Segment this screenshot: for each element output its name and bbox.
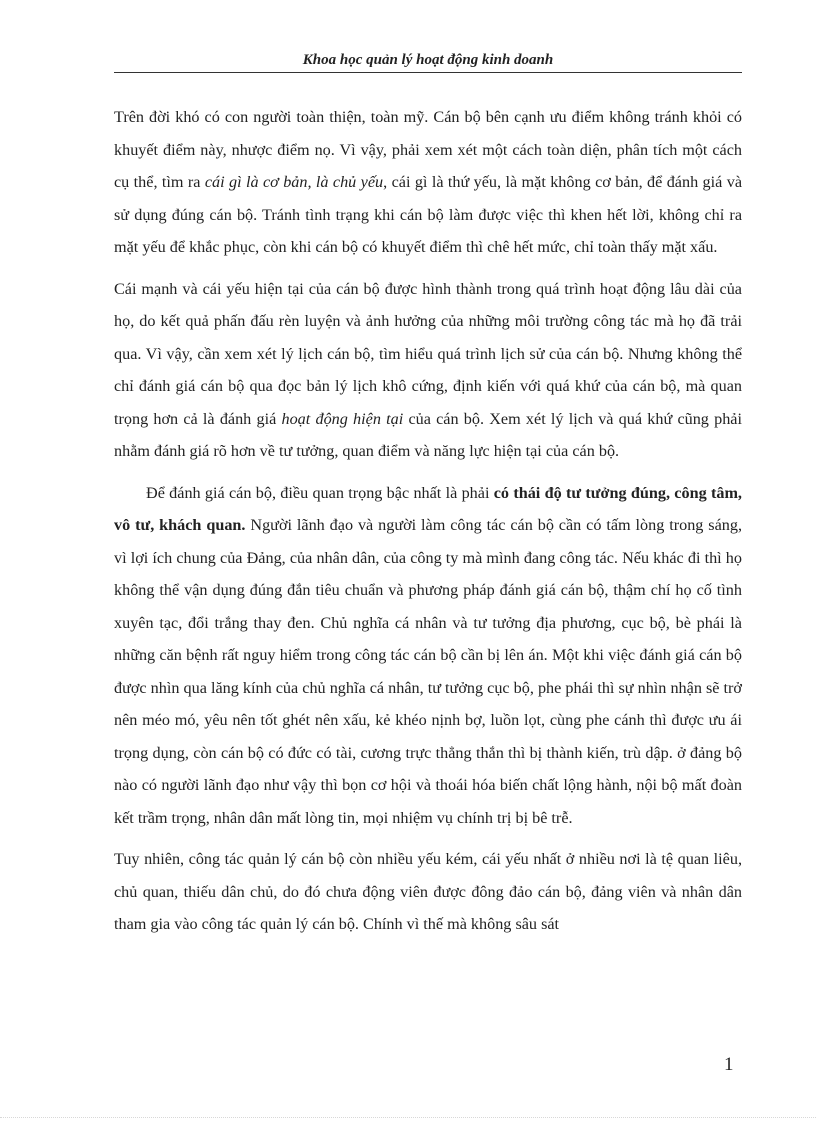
paragraph-4 — [114, 843, 742, 941]
paragraph-1-text-end: , cái gì là thứ yếu, là mặt không cơ bản, để đánh giá và sử dụng đúng cán bộ. Tránh tình trạng khi cán bộ làm được việc thì khen hết lời, không chỉ ra mặt yếu để khắc phục, còn khi cán bộ có khuyết điểm thì chê hết mức, chỉ toàn thấy mặt xấu. — [114, 173, 743, 256]
paragraph-2-text-start: Cái mạnh và cái yếu hiện tại của cán bộ được hình thành trong quá trình hoạt động lâu dài của họ, do kết quả phấn đấu rèn luyện và ảnh hưởng của những môi trường công tác mà họ đã trải qua. Vì vậy, cần xem xét lý lịch cán bộ, tìm hiểu quá trình lịch sử của cán bộ. Nhưng không thể chỉ đánh giá cán bộ qua đọc bản lý lịch khô cứng, định kiến với quá khứ của cán bộ, mà quan trọng hơn cả là đánh giá — [114, 279, 742, 428]
paragraph-2 — [114, 273, 742, 468]
paragraph-2-italic-phrase: hoạt động hiện tại — [281, 409, 404, 428]
paragraph-2-text-end: của cán bộ. Xem xét lý lịch và quá khứ cũng phải nhằm đánh giá rõ hơn về tư tưởng, quan điểm và năng lực hiện tại của cán bộ. — [114, 409, 742, 460]
paragraph-4-text: Tuy nhiên, công tác quản lý cán bộ còn nhiều yếu kém, cái yếu nhất ở nhiều nơi là tệ quan liêu, chủ quan, thiếu dân chủ, do đó chưa động viên được đông đảo cán bộ, đảng viên và nhân dân tham gia vào công tác quản lý cán bộ. Chính vì thế mà không sâu sát — [114, 850, 742, 933]
paragraph-1-italic-phrase: cái gì là cơ bản, là chủ yếu — [204, 173, 384, 191]
header-divider — [114, 72, 742, 73]
page-header: Khoa học quản lý hoạt động kinh doanh — [302, 52, 554, 68]
page-number: 1 — [724, 1054, 734, 1075]
paragraph-1-text-start: Trên đời khó có con người toàn thiện, toàn mỹ. Cán bộ bên cạnh ưu điểm không tránh khỏi có khuyết điểm này, nhược điểm nọ. Vì vậy, phải xem xét một cách toàn diện, phân tích một cách cụ thể, tìm ra — [114, 108, 742, 191]
paragraph-3-bold-phrase: có thái độ tư tưởng đúng, công tâm, vô tư, khách quan. — [114, 483, 742, 534]
paragraph-3-text-end: Người lãnh đạo và người làm công tác cán bộ cần có tấm lòng trong sáng, vì lợi ích chung của Đảng, của nhân dân, của công ty mà mình đang công tác. Nếu khác đi thì họ không thể vận dụng đúng đắn tiêu chuẩn và phương pháp đánh giá cán bộ, thậm chí họ cố tình xuyên tạc, đổi trắng thay đen. Chủ nghĩa cá nhân và tư tưởng địa phương, cục bộ, bè phái là những căn bệnh rất nguy hiểm trong công tác cán bộ cần bị lên án. Một khi việc đánh giá cán bộ được nhìn qua lăng kính của chủ nghĩa cá nhân, tư tưởng cục bộ, phe phái thì sự nhìn nhận sẽ trở nên méo mó, yêu nên tốt ghét nên xấu, kẻ khéo nịnh bợ, luồn lọt, cùng phe cánh thì được ưu ái trọng dụng, còn cán bộ có đức có tài, cương trực thẳng thắn thì bị thành kiến, trù dập. ở đảng bộ nào có người lãnh đạo như vậy thì bọn cơ hội và thoái hóa biến chất lộng hành, nội bộ mất đoàn kết trầm trọng, nhân dân mất lòng tin, mọi nhiệm vụ chính trị bị bê trễ. — [114, 516, 742, 827]
document-body — [114, 101, 742, 950]
page-bottom-edge — [0, 1117, 816, 1118]
paragraph-3-text-start: Để đánh giá cán bộ, điều quan trọng bậc nhất là phải — [146, 483, 494, 502]
paragraph-1 — [114, 101, 742, 264]
paragraph-3 — [114, 477, 742, 835]
